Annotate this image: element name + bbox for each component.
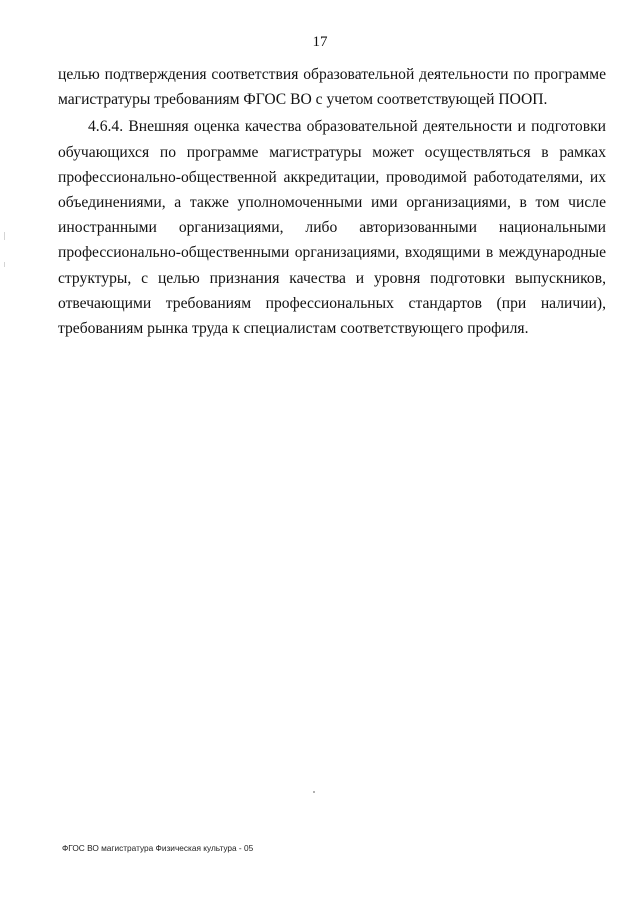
paragraph-number: 4.6.4. (88, 118, 124, 136)
scan-artifact-mark (4, 232, 5, 240)
paragraph-4-6-4 (58, 114, 606, 341)
paragraph-continuation: целью подтверждения соответствия образовательной деятельности по программе магистратуры требованиям ФГОС ВО с учетом соответствующей ПООП. (58, 66, 606, 109)
scan-speck (313, 791, 315, 793)
page-footer: ФГОС ВО магистратура Физическая культура - 05 (62, 843, 254, 853)
page-number: 17 (312, 34, 328, 50)
paragraph-text: Внешняя оценка качества образовательной деятельности и подготовки обучающихся по программе магистратуры может осуществляться в рамках профессионально-общественной аккредитации, проводимой работодателями, их объединениями, а также уполномоченными ими организациями, в том числе иностранными организациями, либо авторизованными национальными профессионально-общественными организациями, входящими в международные структуры, с целью признания качества и уровня подготовки выпускников, отвечающими требованиям профессиональных стандартов (при наличии), требованиям рынка труда к специалистам соответствующего профиля. (58, 118, 606, 338)
document-body (58, 62, 606, 341)
scan-artifact-mark (4, 262, 5, 267)
